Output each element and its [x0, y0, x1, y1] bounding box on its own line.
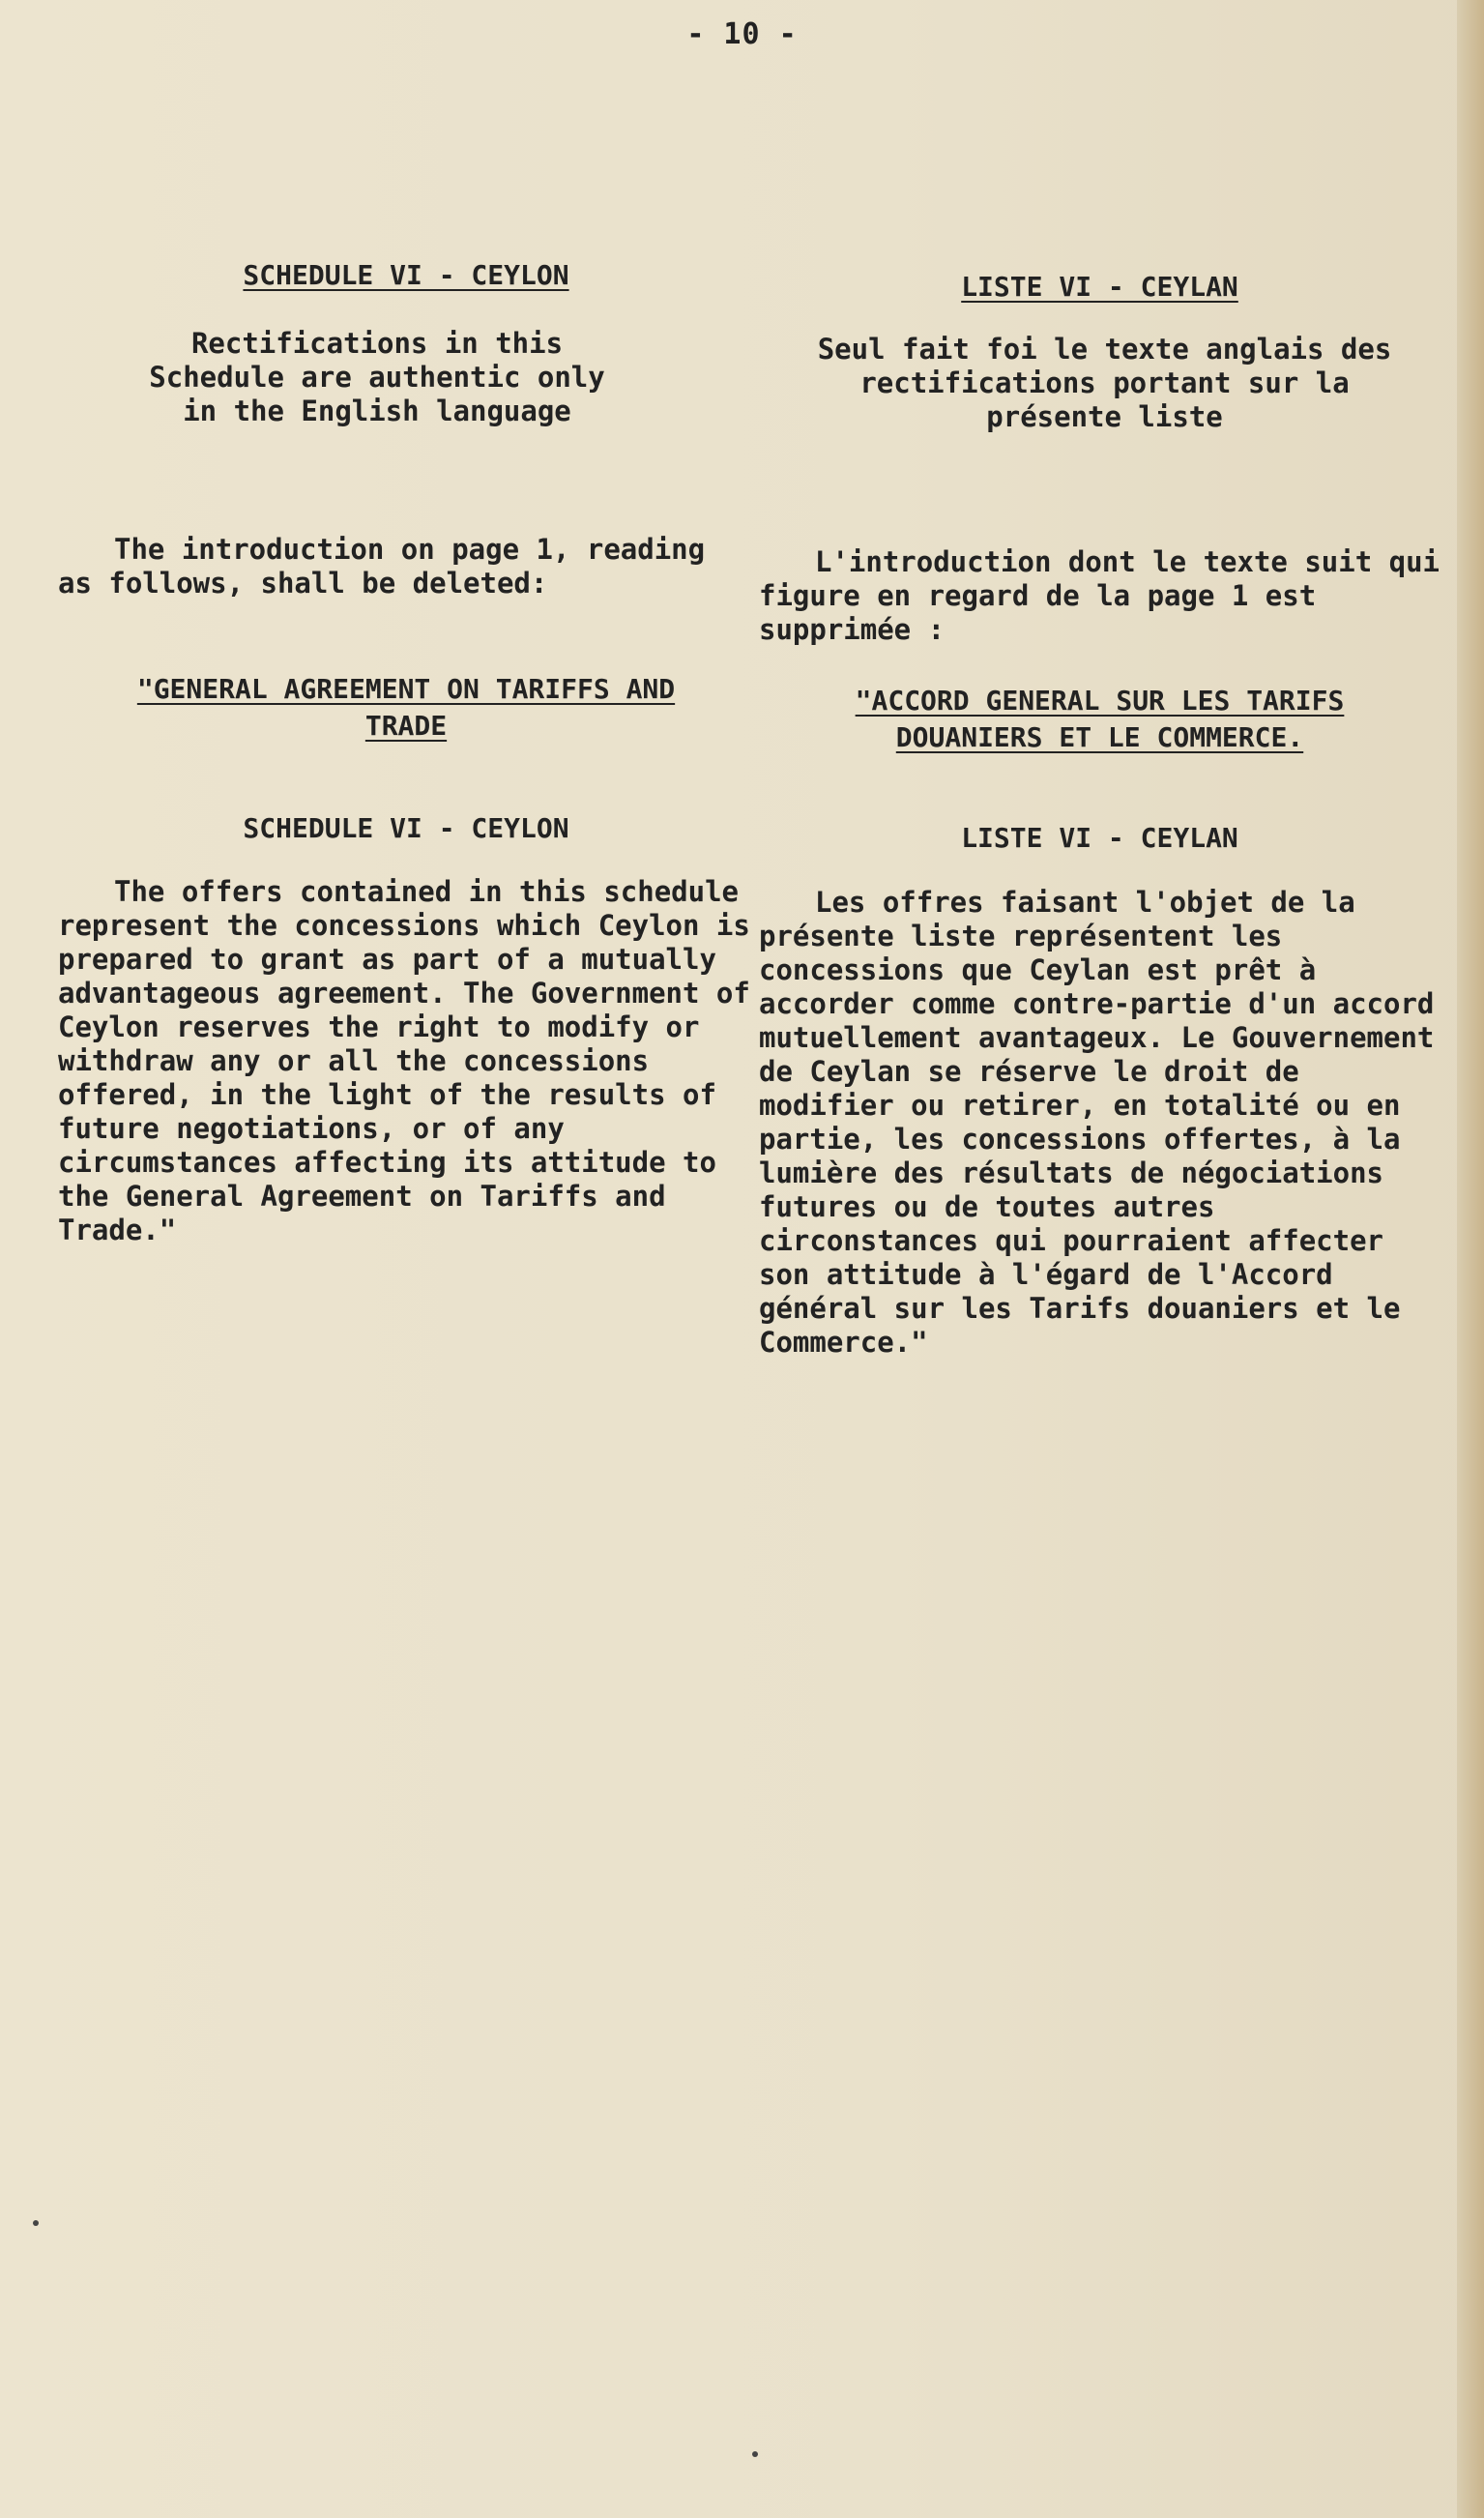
french-authenticity-note: Seul fait foi le texte anglais des rectifications portant sur la présente liste: [817, 333, 1392, 433]
ink-speck: [752, 2451, 758, 2457]
french-quoted-title: "ACCORD GENERAL SUR LES TARIFS DOUANIERS ET LE COMMERCE.: [855, 685, 1345, 753]
english-quoted-title: "GENERAL AGREEMENT ON TARIFFS AND TRADE: [136, 673, 676, 742]
french-quoted-schedule: LISTE VI - CEYLAN: [961, 822, 1238, 854]
french-schedule-title: LISTE VI - CEYLAN: [961, 271, 1238, 303]
english-authenticity-note: Rectifications in this Schedule are authentic only in the English language: [149, 327, 605, 427]
english-introduction: The introduction on page 1, reading as follows, shall be deleted:: [58, 533, 706, 600]
english-column: [58, 0, 754, 2518]
french-column: [759, 0, 1440, 2518]
page-edge: [1457, 0, 1484, 2518]
english-schedule-title: SCHEDULE VI - CEYLON: [243, 259, 569, 291]
french-quoted-paragraph: Les offres faisant l'objet de la présente liste représentent les concessions que Ceylan est prêt à accorder comme contre-partie d'un accord mutuellement avantageux. Le Gouvernement de Ceylan se réserve le droit de modifier ou retirer, en totalité ou en partie, les concessions offertes, à la lumière des résultats de négociations futures ou de toutes autres circonstances qui pourraient affecter son attitude à l'égard de l'Accord général sur les Tarifs douaniers et le Commerce.": [759, 886, 1435, 1359]
page-number: - 10 -: [686, 17, 798, 51]
english-quoted-paragraph: The offers contained in this schedule represent the concessions which Ceylon is prepared to grant as part of a mutually advantageous agreement. The Government of Ceylon reserves the right to modify or withdraw any or all the concessions offered, in the light of the results of future negotiations, or of any circumstances affecting its attitude to the General Agreement on Tariffs and Trade.": [58, 875, 750, 1246]
french-introduction: L'introduction dont le texte suit qui figure en regard de la page 1 est supprimée :: [759, 545, 1440, 646]
ink-speck: [33, 2220, 39, 2226]
english-quoted-schedule: SCHEDULE VI - CEYLON: [243, 812, 569, 844]
